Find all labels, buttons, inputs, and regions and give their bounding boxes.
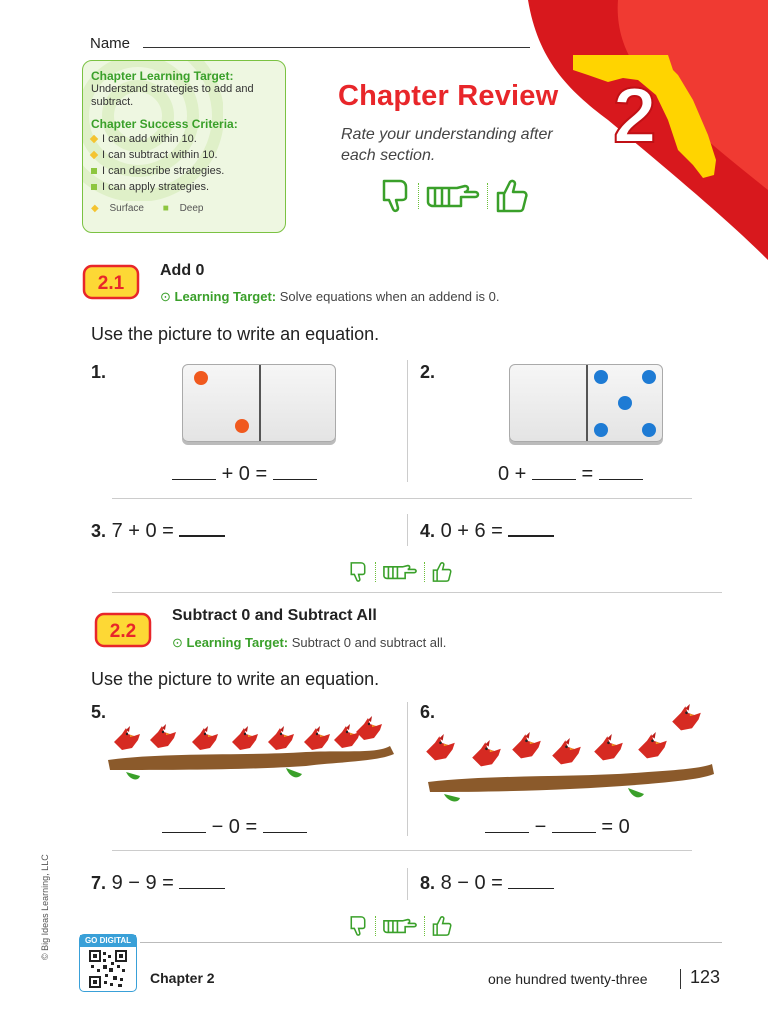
cardinal-bird-icon xyxy=(672,704,701,730)
cardinals-flying-off-branch xyxy=(418,694,718,806)
instruction: Use the picture to write an equation. xyxy=(91,324,380,344)
equation: + 0 = xyxy=(172,463,317,486)
section-rating xyxy=(347,915,453,937)
pip xyxy=(235,419,249,433)
cardinal-bird-icon xyxy=(334,724,360,748)
answer-blank[interactable] xyxy=(508,535,554,537)
learning-target: ⊙ Learning Target: Solve equations when an addend is 0. xyxy=(160,289,500,304)
thumbs-sideways-icon[interactable] xyxy=(425,182,481,210)
cardinal-bird-icon xyxy=(426,734,455,760)
pip xyxy=(194,371,208,385)
go-digital-qr[interactable] xyxy=(79,934,137,992)
name-input-line[interactable] xyxy=(143,47,530,48)
success-criteria-heading: Chapter Success Criteria: xyxy=(91,117,238,131)
criteria-item: I can describe strategies. xyxy=(91,163,281,179)
thumbs-down-icon[interactable] xyxy=(347,915,369,937)
thumbs-down-icon[interactable] xyxy=(378,178,412,214)
footer-chapter: Chapter 2 xyxy=(150,970,215,986)
cardinal-bird-icon xyxy=(512,732,541,758)
pip xyxy=(594,370,608,384)
equation: 4. 0 + 6 = xyxy=(420,520,554,543)
cardinal-bird-icon xyxy=(552,738,581,764)
answer-blank[interactable] xyxy=(532,478,576,480)
cardinal-bird-icon xyxy=(268,726,294,750)
cardinal-bird-icon xyxy=(114,726,140,750)
cardinal-bird-icon xyxy=(150,724,176,748)
pip xyxy=(594,423,608,437)
question-number: 5. xyxy=(91,702,107,722)
page-subtitle: Rate your understanding after each section. xyxy=(341,126,553,164)
thumbs-up-icon[interactable] xyxy=(431,915,453,937)
svg-text:2.2: 2.2 xyxy=(109,621,137,642)
qr-code-icon xyxy=(89,950,127,988)
cardinal-bird-icon xyxy=(304,726,330,750)
surface-marker-icon xyxy=(90,151,98,159)
section-title: Add 0 xyxy=(160,262,205,279)
answer-blank[interactable] xyxy=(172,478,216,480)
equation: 0 + = xyxy=(498,463,643,486)
instruction: Use the picture to write an equation. xyxy=(91,669,380,689)
learning-target: ⊙ Learning Target: Subtract 0 and subtract all. xyxy=(172,635,447,650)
go-digital-label: GO DIGITAL xyxy=(80,935,136,947)
answer-blank[interactable] xyxy=(508,887,554,889)
criteria-item: I can subtract within 10. xyxy=(91,147,281,163)
cardinal-bird-icon xyxy=(638,732,667,758)
answer-blank[interactable] xyxy=(552,831,596,833)
question-number: 6. xyxy=(420,702,436,722)
equation: − 0 = xyxy=(162,816,307,839)
pip xyxy=(642,423,656,437)
thumbs-down-icon[interactable] xyxy=(347,561,369,583)
deep-marker-icon xyxy=(91,184,97,190)
thumbs-up-icon[interactable] xyxy=(431,561,453,583)
answer-blank[interactable] xyxy=(485,831,529,833)
chapter-target-box xyxy=(82,60,286,233)
learning-target-heading: Chapter Learning Target: xyxy=(91,69,234,83)
cardinal-bird-icon xyxy=(594,734,623,760)
equation: 3. 7 + 0 = xyxy=(91,520,225,543)
cardinal-bird-icon xyxy=(192,726,218,750)
domino xyxy=(182,364,336,442)
copyright: © Big Ideas Learning, LLC xyxy=(40,854,50,960)
answer-blank[interactable] xyxy=(179,887,225,889)
section-title: Subtract 0 and Subtract All xyxy=(172,607,377,624)
deep-marker-icon xyxy=(91,168,97,174)
section-badge xyxy=(82,264,140,300)
svg-text:2.1: 2.1 xyxy=(97,273,125,294)
page-title: Chapter Review xyxy=(338,80,559,112)
answer-blank[interactable] xyxy=(162,831,206,833)
question-number: 1. xyxy=(91,362,107,382)
answer-blank[interactable] xyxy=(273,478,317,480)
pip xyxy=(618,396,632,410)
surface-marker-icon xyxy=(90,135,98,143)
cardinal-bird-icon xyxy=(472,740,501,766)
equation: 8. 8 − 0 = xyxy=(420,872,554,895)
answer-blank[interactable] xyxy=(179,535,225,537)
thumbs-sideways-icon[interactable] xyxy=(382,917,418,935)
chapter-rating xyxy=(378,178,530,214)
answer-blank[interactable] xyxy=(263,831,307,833)
thumbs-up-icon[interactable] xyxy=(494,178,530,214)
domino xyxy=(509,364,663,442)
pip xyxy=(642,370,656,384)
thumbs-sideways-icon[interactable] xyxy=(382,563,418,581)
cardinal-bird-icon xyxy=(356,716,382,740)
section-rating xyxy=(347,561,453,583)
name-label: Name xyxy=(90,35,131,52)
cardinal-bird-icon xyxy=(232,726,258,750)
criteria-item: I can apply strategies. xyxy=(91,179,281,195)
chapter-number: 2 xyxy=(613,71,657,159)
legend: ◆ Surface ■ Deep xyxy=(91,203,204,214)
chapter-decoration xyxy=(528,0,768,260)
page-number: 123 xyxy=(690,967,721,987)
equation: 7. 9 − 9 = xyxy=(91,872,225,895)
criteria-item: I can add within 10. xyxy=(91,131,281,147)
cardinals-on-branch xyxy=(106,712,396,792)
question-number: 2. xyxy=(420,362,436,382)
page-number-words: one hundred twenty-three xyxy=(488,971,648,987)
section-badge xyxy=(94,612,152,648)
equation: − = 0 xyxy=(485,816,630,839)
answer-blank[interactable] xyxy=(599,478,643,480)
learning-target-text: Understand strategies to add and subtract. xyxy=(91,83,254,108)
